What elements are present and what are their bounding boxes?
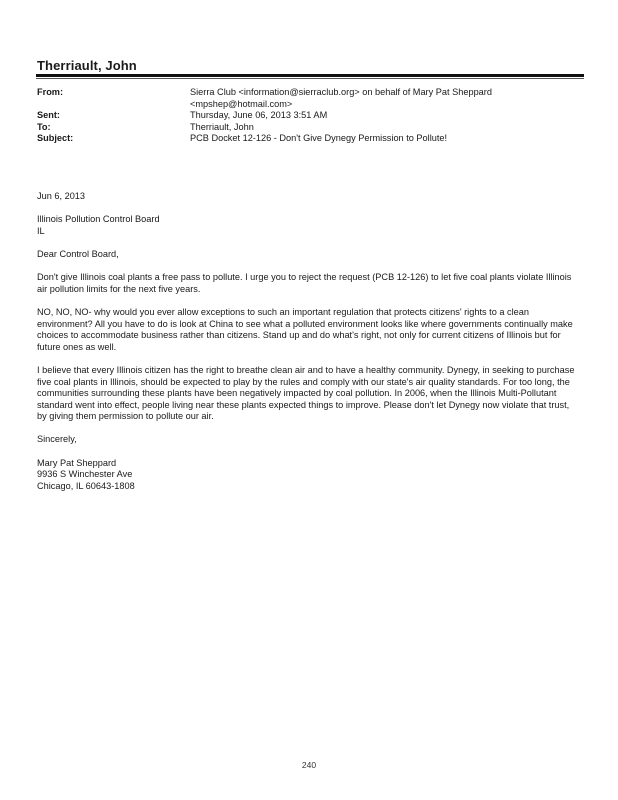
recipient-address <box>37 214 577 237</box>
from-label: From: <box>37 87 64 97</box>
signature-line: Chicago, IL 60643-1808 <box>37 480 135 491</box>
from-value <box>190 87 577 110</box>
sent-value: Thursday, June 06, 2013 3:51 AM <box>190 110 328 121</box>
recipient-line: IL <box>37 225 45 236</box>
header-row-to <box>37 122 577 134</box>
signature-line: Mary Pat Sheppard <box>37 457 117 468</box>
email-header-block <box>37 87 577 145</box>
header-divider <box>36 74 584 77</box>
from-value-line: <mpshep@hotmail.com> <box>190 98 293 109</box>
to-label: To: <box>37 121 51 132</box>
sent-label: Sent: <box>37 110 60 121</box>
body-paragraph: Don't give Illinois coal plants a free pass to pollute. I urge you to reject the request (PCB 12-126) to let five coal plants violate Illinois air pollution limits for the next five years. <box>37 272 572 294</box>
letter-date: Jun 6, 2013 <box>37 191 86 201</box>
header-row-subject <box>37 133 577 145</box>
salutation: Dear Control Board, <box>37 248 119 259</box>
signature-line: 9936 S Winchester Ave <box>37 469 133 480</box>
signature-block <box>37 458 577 493</box>
closing: Sincerely, <box>37 434 77 445</box>
body-paragraph: I believe that every Illinois citizen has the right to breathe clean air and to have a healthy community. Dynegy, in seeking to purchase five coal plants in Illinois, should be expected to play by the rules and comply with our state's air quality standards. For too long, the communities surrounding these plants have been negatively impacted by coal pollution. In 2006, when the Illinois Multi-Pollutant standard went into effect, people living near these plants expected things to improve. Please don't let Dynegy now violate that trust, by giving them permission to pollute our air. <box>37 364 575 422</box>
page-number: 240 <box>301 760 317 770</box>
body-paragraph: NO, NO, NO- why would you ever allow exceptions to such an important regulation that protects citizens' rights to a clean environment? All you have to do is look at China to see what a polluted environment looks like where governments continually make choices to accommodate business rather than citizens. Stand up and do what's right, not only for current citizens of Illinois but for future ones as well. <box>37 306 573 352</box>
recipient-line: Illinois Pollution Control Board <box>37 214 160 225</box>
to-value: Therriault, John <box>190 121 254 132</box>
header-row-sent <box>37 110 577 122</box>
header-row-from <box>37 87 577 110</box>
email-body <box>37 191 577 504</box>
mailbox-owner-name: Therriault, John <box>37 58 137 73</box>
subject-value: PCB Docket 12-126 - Don't Give Dynegy Permission to Pollute! <box>190 133 448 144</box>
subject-label: Subject: <box>37 133 74 144</box>
from-value-line: Sierra Club <information@sierraclub.org> on behalf of Mary Pat Sheppard <box>190 87 492 97</box>
header-divider-thin <box>36 78 584 79</box>
